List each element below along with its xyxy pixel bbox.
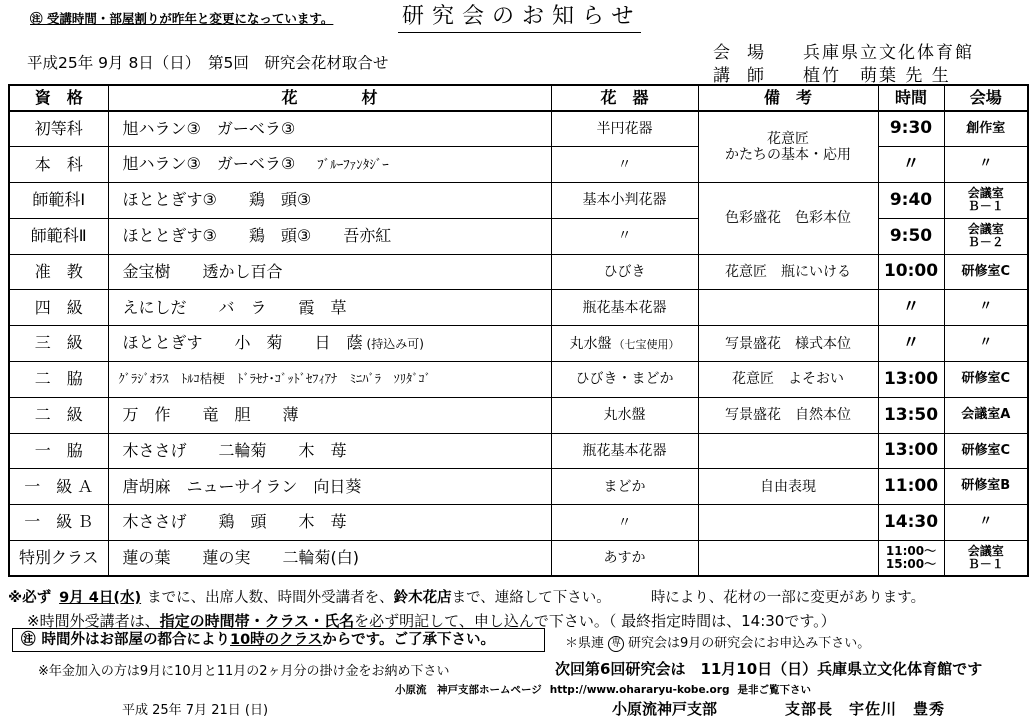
homepage-line — [395, 682, 811, 697]
page-title: 研究会のお知らせ — [398, 3, 641, 33]
federation-line — [565, 632, 870, 652]
deadline-date: 9月 4日(水) — [59, 590, 142, 606]
note-line: かたちの基本・応用 — [725, 147, 851, 164]
note-cell-empty — [698, 290, 878, 326]
time-cell: 11:00 — [878, 469, 944, 505]
deadline-must: ※必ず — [8, 590, 52, 606]
table-row — [9, 541, 1028, 577]
vase-extra: （七宝使用） — [613, 337, 680, 351]
grade-cell: 本 科 — [9, 147, 108, 183]
venue-row — [713, 38, 974, 63]
table-row — [9, 433, 1028, 469]
header-time: 時間 — [878, 85, 944, 111]
note-cell: 花意匠 瓶にいける — [698, 254, 878, 290]
next-meeting: 次回第6回研究会は 11月10日（日）兵庫県立文化体育館です — [555, 660, 983, 678]
grade-cell: 一 脇 — [9, 433, 108, 469]
grade-cell: 三 級 — [9, 326, 108, 362]
overtime-text: を必ず明記して、申し込んで下さい。（ 最終指定時間は、14:30です。） — [354, 612, 836, 630]
table-row — [9, 290, 1028, 326]
grade-cell: 二 脇 — [9, 362, 108, 398]
deadline-shop: 鈴木花店 — [393, 590, 452, 606]
vase-cell: 瓶花基本花器 — [551, 433, 698, 469]
time-cell: 13:50 — [878, 397, 944, 433]
table-row — [9, 469, 1028, 505]
room-line: Ｂ－１ — [967, 199, 1004, 214]
vase-cell: 丸水盤 — [551, 397, 698, 433]
venue-label: 会 場 — [713, 43, 764, 63]
notice-box — [12, 628, 545, 652]
room-line: 会議室 — [967, 222, 1004, 237]
time-cell: 〃 — [878, 326, 944, 362]
grade-cell: 一 級 Ｂ — [9, 505, 108, 541]
grade-cell: 准 教 — [9, 254, 108, 290]
materials-cell: ｸﾞﾗｼﾞｵﾗｽ ﾄﾙｺ桔梗 ﾄﾞﾗｾﾅ･ｺﾞｯﾄﾞｾﾌｨｱﾅ ﾐﾆﾊﾞﾗ ｿﾘﾀﾞｺﾞ — [108, 362, 551, 398]
vase-cell: まどか — [551, 469, 698, 505]
homepage-label: 小原流 神戸支部ホームページ — [395, 684, 542, 696]
notice-underlined: 10時のクラス — [230, 632, 323, 648]
table-row — [9, 505, 1028, 541]
venue-value: 兵庫県立文化体育館 — [803, 43, 974, 63]
table-row — [9, 397, 1028, 433]
schedule-change-note: ㊟ 受講時間・部屋割りが昨年と変更になっています。 — [30, 11, 334, 26]
vase-cell: あすか — [551, 541, 698, 577]
room-cell: 〃 — [944, 290, 1028, 326]
vase-cell: ひびき — [551, 254, 698, 290]
materials-cell: 蓮の葉 蓮の実 二輪菊(白) — [108, 541, 551, 577]
table-row — [9, 254, 1028, 290]
materials-cell: 旭ハラン③ ガーベラ③ — [108, 111, 551, 147]
room-cell — [944, 183, 1028, 219]
circled-mark-icon: 専 — [608, 636, 624, 652]
materials-cell: 金宝樹 透かし百合 — [108, 254, 551, 290]
pension-note: ※年金加入の方は9月に10月と11月の2ヶ月分の掛け金をお納め下さい — [38, 664, 450, 679]
time-cell: 13:00 — [878, 433, 944, 469]
room-cell: 〃 — [944, 147, 1028, 183]
materials-cell: 万 作 竜 胆 薄 — [108, 397, 551, 433]
grade-cell: 師範科Ⅰ — [9, 183, 108, 219]
table-header-row — [9, 85, 1028, 111]
header-vase: 花 器 — [551, 85, 698, 111]
grade-cell: 四 級 — [9, 290, 108, 326]
room-cell: 〃 — [944, 505, 1028, 541]
grade-cell: 特別クラス — [9, 541, 108, 577]
room-cell: 研修室C — [944, 433, 1028, 469]
time-cell: 9:50 — [878, 218, 944, 254]
note-line: 花意匠 — [767, 130, 809, 147]
vase-cell: 半円花器 — [551, 111, 698, 147]
branch-chief: 支部長 宇佐川 豊秀 — [785, 700, 946, 718]
room-cell — [944, 218, 1028, 254]
room-cell: 創作室 — [944, 111, 1028, 147]
header-note: 備 考 — [698, 85, 878, 111]
note-cell-empty — [698, 505, 878, 541]
vase-cell: 〃 — [551, 505, 698, 541]
deadline-text: までに、出席人数、時間外受講者を、 — [147, 590, 394, 606]
issue-date: 平成 25年 7月 21日 (日) — [122, 703, 269, 718]
table-row — [9, 362, 1028, 398]
overtime-emphasis: 指定の時間帯・クラス・氏名 — [159, 612, 355, 630]
overtime-text: ※時間外受講者は、 — [27, 612, 160, 630]
time-cell: 10:00 — [878, 254, 944, 290]
materials-cell: ほととぎす③ 鶏 頭③ — [108, 183, 551, 219]
room-cell — [944, 541, 1028, 577]
note-cell — [698, 111, 878, 183]
table-row — [9, 183, 1028, 219]
vase-cell: 瓶花基本花器 — [551, 290, 698, 326]
note-cell-empty — [698, 433, 878, 469]
vase-cell: ひびき・まどか — [551, 362, 698, 398]
vase-text: 丸水盤 — [569, 335, 612, 352]
time-cell: 14:30 — [878, 505, 944, 541]
materials-extra: ﾌﾞﾙｰﾌｧﾝﾀｼﾞｰ — [317, 158, 389, 174]
branch-name: 小原流神戸支部 — [612, 700, 718, 718]
time-cell: 〃 — [878, 147, 944, 183]
grade-cell: 一 級 Ａ — [9, 469, 108, 505]
note-cell: 花意匠 よそおい — [698, 362, 878, 398]
materials-cell: えにしだ バ ラ 霞 草 — [108, 290, 551, 326]
schedule-table — [8, 84, 1029, 577]
grade-cell: 師範科Ⅱ — [9, 218, 108, 254]
room-cell: 〃 — [944, 326, 1028, 362]
room-line: Ｂ－２ — [967, 235, 1004, 250]
note-cell: 色彩盛花 色彩本位 — [698, 183, 878, 255]
grade-cell: 二 級 — [9, 397, 108, 433]
material-change-note: 時により、花材の一部に変更があります。 — [650, 590, 926, 606]
vase-cell — [551, 326, 698, 362]
table-row — [9, 326, 1028, 362]
teacher-label: 講 師 — [713, 66, 764, 86]
time-cell: 13:00 — [878, 362, 944, 398]
room-cell: 研修室C — [944, 362, 1028, 398]
homepage-url: http://www.ohararyu-kobe.org — [549, 684, 730, 696]
teacher-row — [713, 61, 951, 86]
notice-text: 時間外はお部屋の都合により — [41, 632, 230, 648]
note-mark-icon: ㊟ — [21, 632, 36, 648]
materials-text: ほととぎす 小 菊 日 蔭 — [122, 333, 363, 353]
deadline-line — [8, 586, 925, 607]
room-cell: 研修室B — [944, 469, 1028, 505]
header-grade: 資 格 — [9, 85, 108, 111]
note-cell: 写景盛花 自然本位 — [698, 397, 878, 433]
materials-extra: (持込み可) — [366, 337, 424, 352]
note-cell: 写景盛花 様式本位 — [698, 326, 878, 362]
vase-cell: 〃 — [551, 147, 698, 183]
room-line: Ｂ－１ — [967, 557, 1004, 572]
vase-cell: 基本小判花器 — [551, 183, 698, 219]
time-cell: 9:30 — [878, 111, 944, 147]
room-line: 会議室 — [967, 544, 1004, 559]
materials-cell — [108, 326, 551, 362]
time-cell — [878, 541, 944, 577]
deadline-text: まで、連絡して下さい。 — [451, 590, 611, 606]
materials-cell: 木ささげ 鶏 頭 木 苺 — [108, 505, 551, 541]
time-line: 11:00～ — [885, 544, 937, 559]
materials-cell: 唐胡麻 ニューサイラン 向日葵 — [108, 469, 551, 505]
header-materials: 花 材 — [108, 85, 551, 111]
time-cell: 9:40 — [878, 183, 944, 219]
table-row — [9, 111, 1028, 147]
materials-cell — [108, 147, 551, 183]
federation-prefix: ＊県連 — [565, 636, 605, 651]
time-cell: 〃 — [878, 290, 944, 326]
header-room: 会場 — [944, 85, 1028, 111]
notice-text: からです。ご了承下さい。 — [322, 632, 495, 648]
time-line: 15:00～ — [885, 557, 937, 572]
materials-text: 旭ハラン③ ガーベラ③ — [122, 154, 296, 174]
materials-cell: ほととぎす③ 鶏 頭③ 吾亦紅 — [108, 218, 551, 254]
federation-text: 研究会は9月の研究会にお申込み下さい。 — [628, 636, 871, 651]
materials-cell: 木ささげ 二輪菊 木 苺 — [108, 433, 551, 469]
vase-cell: 〃 — [551, 218, 698, 254]
teacher-value: 植竹 萌葉 先 生 — [803, 66, 951, 86]
note-cell-empty — [698, 541, 878, 577]
session-line: 平成25年 9月 8日（日） 第5回 研究会花材取合せ — [27, 54, 389, 72]
note-cell: 自由表現 — [698, 469, 878, 505]
homepage-suffix: 是非ご覧下さい — [737, 684, 811, 696]
room-cell: 研修室C — [944, 254, 1028, 290]
room-line: 会議室 — [967, 186, 1004, 201]
room-cell: 会議室A — [944, 397, 1028, 433]
grade-cell: 初等科 — [9, 111, 108, 147]
